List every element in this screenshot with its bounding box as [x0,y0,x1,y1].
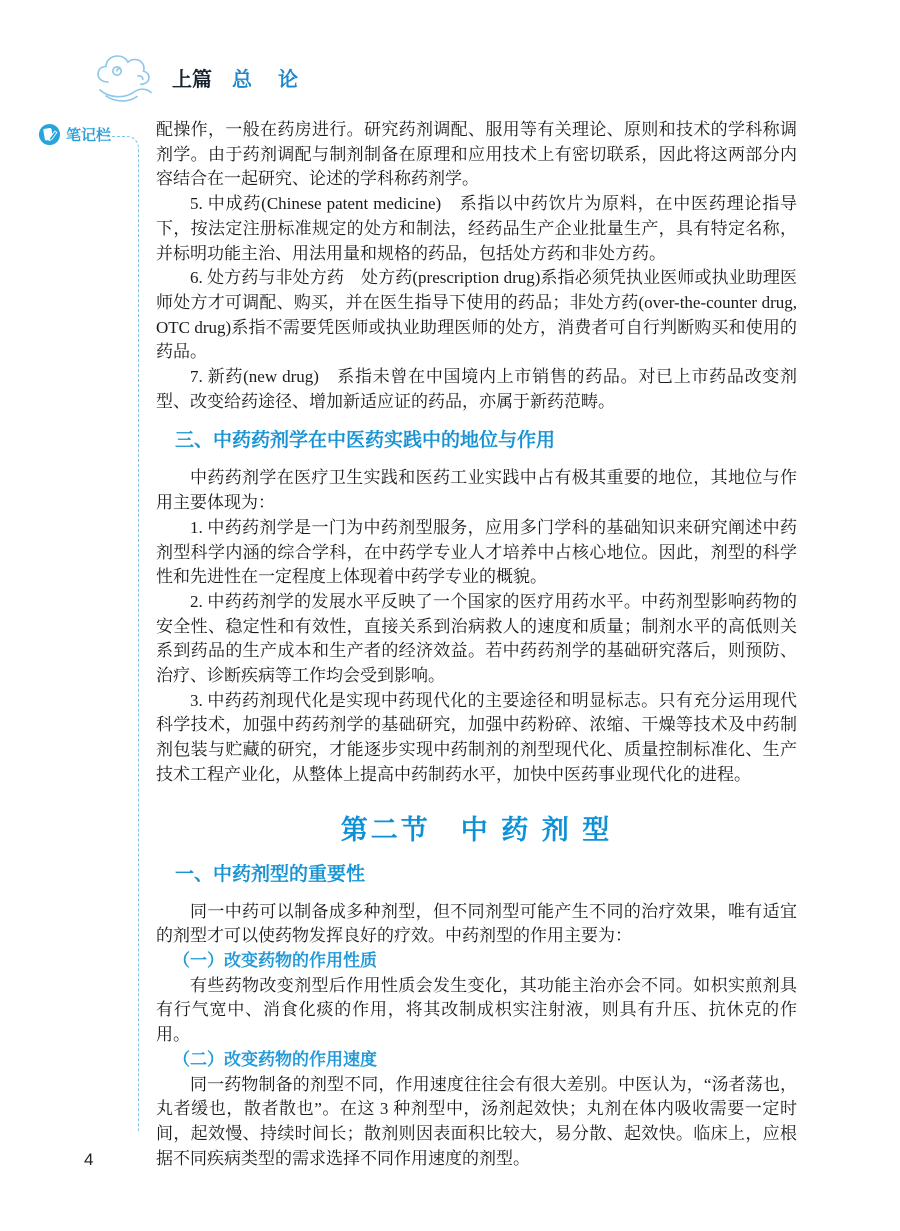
paragraph: 2. 中药药剂学的发展水平反映了一个国家的医疗用药水平。中药剂型影响药物的安全性、稳定性和有效性，直接关系到治病救人的速度和质量；制剂水平的高低则关系到药品的生产成本和生产者的经济效益。若中药药剂学的基础研究落后，则预防、治疗、诊断疾病等工作均会受到影响。 [156,591,797,686]
part-title: 总论 [232,68,324,91]
paragraph: 配操作，一般在药房进行。研究药剂调配、服用等有关理论、原则和技术的学科称调剂学。由于药剂调配与制剂制备在原理和应用技术上有密切联系，因此将这两部分内容结合在一起研究、论述的学科称药剂学。 [156,120,797,189]
paragraph: 有些药物改变剂型后作用性质会发生变化，其功能主治亦会不同。如枳实煎剂具有行气宽中、消食化痰的作用，将其改制成枳实注射液，则具有升压、抗休克的作用。 [156,975,797,1045]
notes-column-text: 笔记栏 [66,127,112,144]
page-number: 4 [84,1150,94,1169]
notes-column-divider [107,136,139,1131]
paragraph: 同一药物制备的剂型不同，作用速度往往会有很大差别。中医认为，“汤者荡也，丸者缓也，散者散也”。在这 3 种剂型中，汤剂起效快；丸剂在体内吸收需要一定时间，起效慢、持续时间长；散剂则因表面积比较大，易分散、起效快。临床上，应根据不同疾病类型的需求选择不同作用速度的剂型。 [156,1074,797,1168]
note-pen-icon [38,123,61,146]
heading-section-one: 一、中药剂型的重要性 [175,863,366,885]
paragraph: 1. 中药药剂学是一门为中药剂型服务，应用多门学科的基础知识来研究阐述中药剂型科学内涵的综合学科，在中药学专业人才培养中占核心地位。因此，剂型的科学性和先进性在一定程度上体现着中药学专业的概貌。 [156,517,797,587]
main-text-column [156,118,797,1171]
notes-column-label [38,123,111,146]
running-head [92,48,324,106]
paragraph: 7. 新药(new drug) 系指未曾在中国境内上市销售的药品。对已上市药品改变剂型、改变给药途径、增加新适应证的药品，亦属于新药范畴。 [156,367,797,411]
heading-section-three: 三、中药药剂学在中医药实践中的地位与作用 [175,430,556,452]
paragraph: 6. 处方药与非处方药 处方药(prescription drug)系指必须凭执业医师或执业助理医师处方才可调配、购买，并在医生指导下使用的药品；非处方药(over-the-counter drug, OTC drug)系指不需要凭医师或执业助理医师的处方，消费者可自行判断购买和使用的药品。 [156,268,797,362]
paragraph: 5. 中成药(Chinese patent medicine) 系指以中药饮片为原料，在中医药理论指导下，按法定注册标准规定的处方和制法，经药品生产企业批量生产，具有特定名称，并标明功能主治、用法用量和规格的药品，包括处方药和非处方药。 [156,194,797,263]
auspicious-cloud-icon [92,49,164,105]
paragraph: 中药药剂学在医疗卫生实践和医药工业实践中占有极其重要的地位，其地位与作用主要体现为： [156,468,797,513]
chapter-section-title: 第二节 中 药 剂 型 [340,814,613,845]
part-label: 上篇 [172,68,212,91]
paragraph: 3. 中药药剂现代化是实现中药现代化的主要途径和明显标志。只有充分运用现代科学技术，加强中药药剂学的基础研究，加强中药粉碎、浓缩、干燥等技术及中药制剂包装与贮藏的研究，才能逐步实现中药制剂的剂型现代化、质量控制标准化、生产技术工程产业化，从整体上提高中药制药水平，加快中医药事业现代化的进程。 [156,690,797,784]
subheading-two: （二）改变药物的作用速度 [173,1049,377,1069]
paragraph: 同一中药可以制备成多种剂型，但不同剂型可能产生不同的治疗效果，唯有适宜的剂型才可以使药物发挥良好的疗效。中药剂型的作用主要为： [156,901,797,946]
subheading-one: （一）改变药物的作用性质 [173,950,377,970]
